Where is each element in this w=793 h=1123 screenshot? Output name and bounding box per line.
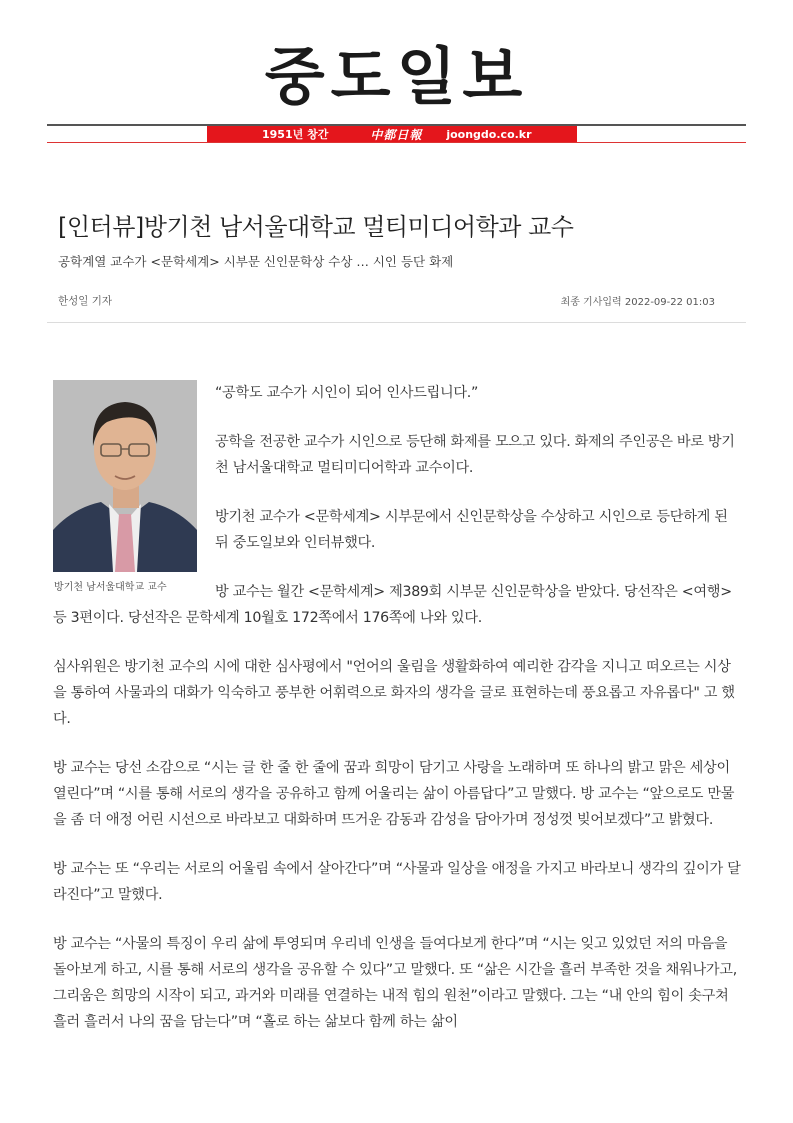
founded-year: 1951년 창간: [262, 128, 329, 141]
masthead-underline: [47, 142, 746, 143]
newspaper-logo[interactable]: 중도일보: [264, 40, 529, 113]
article-byline: 한성일 기자: [58, 295, 113, 307]
photo-caption: 방기천 남서울대학교 교수: [54, 582, 167, 593]
article-headline: [인터뷰]방기천 남서울대학교 멀티미디어학과 교수: [58, 213, 574, 242]
article-paragraph: 방 교수는 “사물의 특징이 우리 삶에 투영되며 우리네 인생을 들여다보게 한다”며 “시는 잊고 있었던 저의 마음을 돌아보게 하고, 시를 통해 서로의 생각을 공유할 수 있다”고 말했다. 또 “삶은 시간을 흘러 부족한 것을 채워나가고, 그리움은 희망의 시작이 되고, 과거와 미래를 연결하는 내적 힘의 원천”이라고 말했다. 그는 “내 안의 힘이 솟구쳐 흘러 흘러서 나의 꿈을 담는다”며 “홀로 하는 삶보다 함께 하는 삶이: [53, 936, 737, 1030]
article-timestamp: 최종 기사입력 2022-09-22 01:03: [560, 297, 715, 308]
article-subhead: 공학계열 교수가 <문학세계> 시부문 신인문학상 수상 … 시인 등단 화제: [58, 254, 454, 269]
photo-spacer: [53, 380, 215, 593]
site-domain[interactable]: joongdo.co.kr: [446, 127, 532, 141]
meta-divider: [47, 322, 746, 323]
article-paragraph: 공학을 전공한 교수가 시인으로 등단해 화제를 모으고 있다. 화제의 주인공은 바로 방기천 남서울대학교 멀티미디어학과 교수이다.: [215, 434, 735, 476]
article-paragraph: 방 교수는 당선 소감으로 “시는 글 한 줄 한 줄에 꿈과 희망이 담기고 사랑을 노래하며 또 하나의 밝고 맑은 세상이 열린다”며 “시를 통해 서로의 생각을 공유하고 함께 어울리는 삶이 아름답다”고 말했다. 방 교수는 “앞으로도 만물을 좀 더 애정 어린 시선으로 바라보고 대화하며 뜨거운 감동과 감성을 담아가며 정성껏 빚어보겠다”고 밝혔다.: [53, 760, 735, 828]
article-paragraph: 방 교수는 또 “우리는 서로의 어울림 속에서 살아간다”며 “사물과 일상을 애정을 가지고 바라보니 생각의 깊이가 달라진다”고 말했다.: [53, 861, 741, 903]
article-paragraph: 심사위원은 방기천 교수의 시에 대한 심사평에서 "언어의 울림을 생활화하여 예리한 감각을 지니고 떠오르는 시상을 통하여 사물과의 대화가 익숙하고 풍부한 어휘력으로 화자의 생각을 글로 표현하는데 풍요롭고 자유롭다" 고 했다.: [53, 659, 735, 727]
article-paragraph: 방기천 교수가 <문학세계> 시부문에서 신인문학상을 수상하고 시인으로 등단하게 된 뒤 중도일보와 인터뷰했다.: [215, 509, 728, 551]
masthead-banner: [207, 126, 577, 142]
article-body: [53, 380, 743, 1058]
article-paragraph: “공학도 교수가 시인이 되어 인사드립니다.”: [215, 385, 479, 401]
article-paragraph: 방 교수는 월간 <문학세계> 제389회 시부문 신인문학상을 받았다. 당선작은 <여행> 등 3편이다. 당선작은 문학세계 10월호 172쪽에서 176쪽에 나와 있다.: [53, 584, 732, 626]
hanja-title: 中都日報: [370, 127, 423, 142]
